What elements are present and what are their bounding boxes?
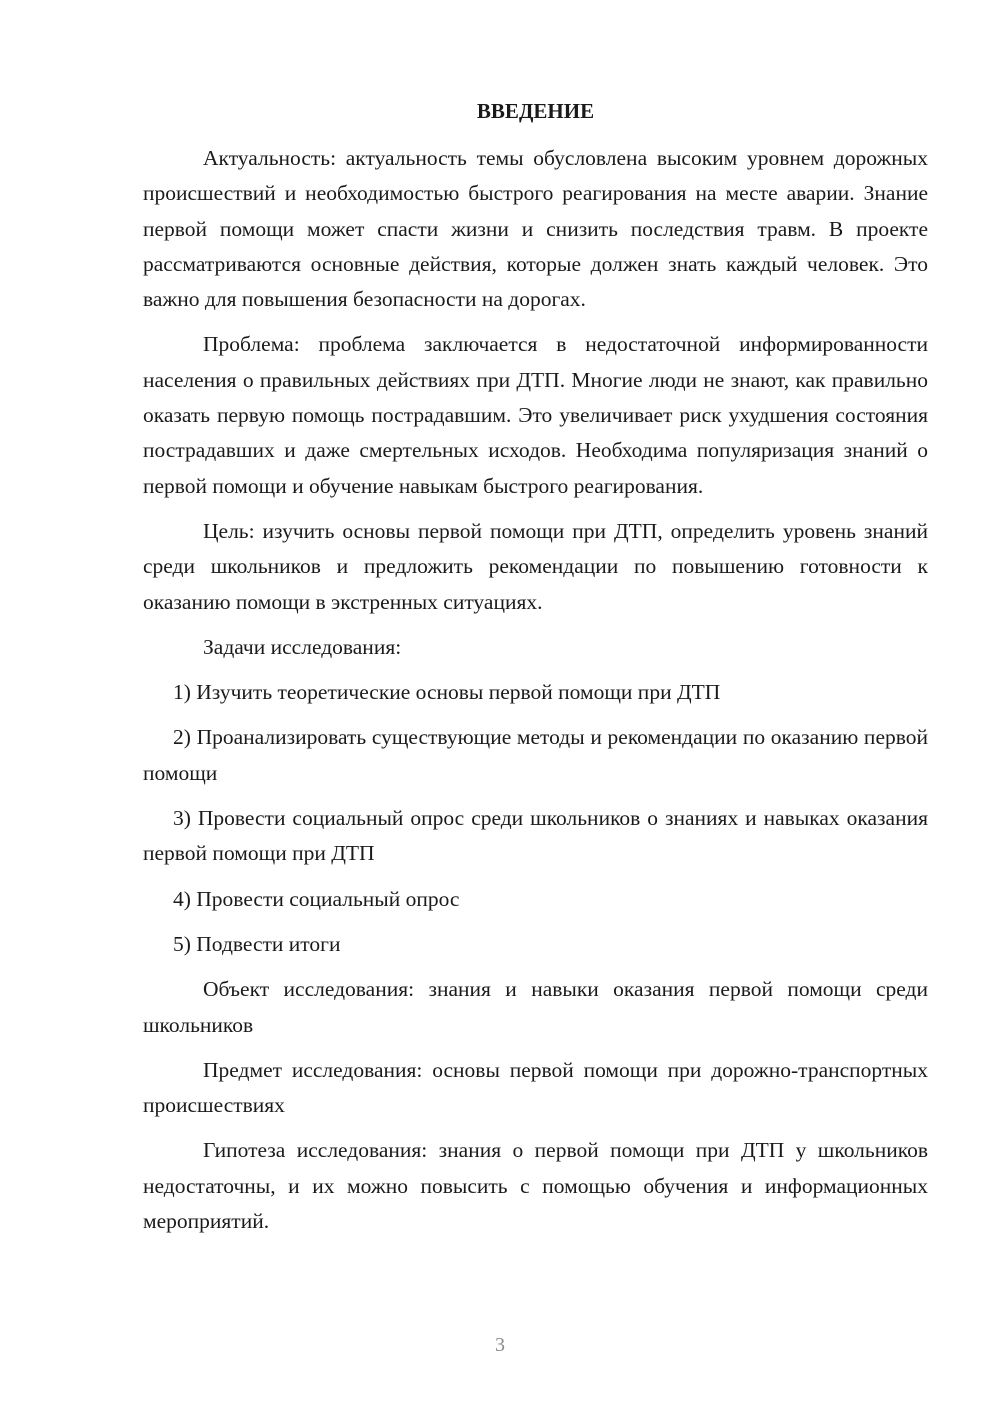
page-body	[143, 141, 928, 1249]
hypothesis-paragraph: Гипотеза исследования: знания о первой помощи при ДТП у школьников недостаточны, и их можно повысить с помощью обучения и информационных мероприятий.	[143, 1138, 928, 1234]
subject-paragraph: Предмет исследования: основы первой помощи при дорожно-транспортных происшествиях	[143, 1057, 928, 1118]
task-item-3: 3) Провести социальный опрос среди школьников о знаниях и навыках оказания первой помощи при ДТП	[143, 806, 928, 866]
tasks-heading: Задачи исследования:	[203, 634, 402, 659]
page-number: 3	[495, 1334, 505, 1356]
task-item-5: 5) Подвести итоги	[173, 931, 341, 956]
problem-paragraph: Проблема: проблема заключается в недостаточной информированности населения о правильных действиях при ДТП. Многие люди не знают, как правильно оказать первую помощь пострадавшим. Это увеличивает риск ухудшения состояния пострадавших и даже смертельных исходов. Необходима популяризация знаний о первой помощи и обучение навыкам быстрого реагирования.	[143, 332, 928, 498]
task-item-2: 2) Проанализировать существующие методы и рекомендации по оказанию первой помощи	[143, 725, 928, 785]
object-paragraph: Объект исследования: знания и навыки оказания первой помощи среди школьников	[143, 977, 928, 1037]
task-item-1: 1) Изучить теоретические основы первой помощи при ДТП	[173, 680, 721, 705]
relevance-paragraph: Актуальность: актуальность темы обусловлена высоким уровнем дорожных происшествий и необходимостью быстрого реагирования на месте аварии. Знание первой помощи может спасти жизни и снизить последствия травм. В проекте рассматриваются основные действия, которые должен знать каждый человек. Это важно для повышения безопасности на дорогах.	[143, 146, 928, 312]
page-title: ВВЕДЕНИЕ	[476, 99, 595, 123]
task-item-4: 4) Провести социальный опрос	[173, 886, 460, 911]
goal-paragraph: Цель: изучить основы первой помощи при ДТП, определить уровень знаний среди школьников и предложить рекомендации по повышению готовности к оказанию помощи в экстренных ситуациях.	[143, 518, 928, 614]
